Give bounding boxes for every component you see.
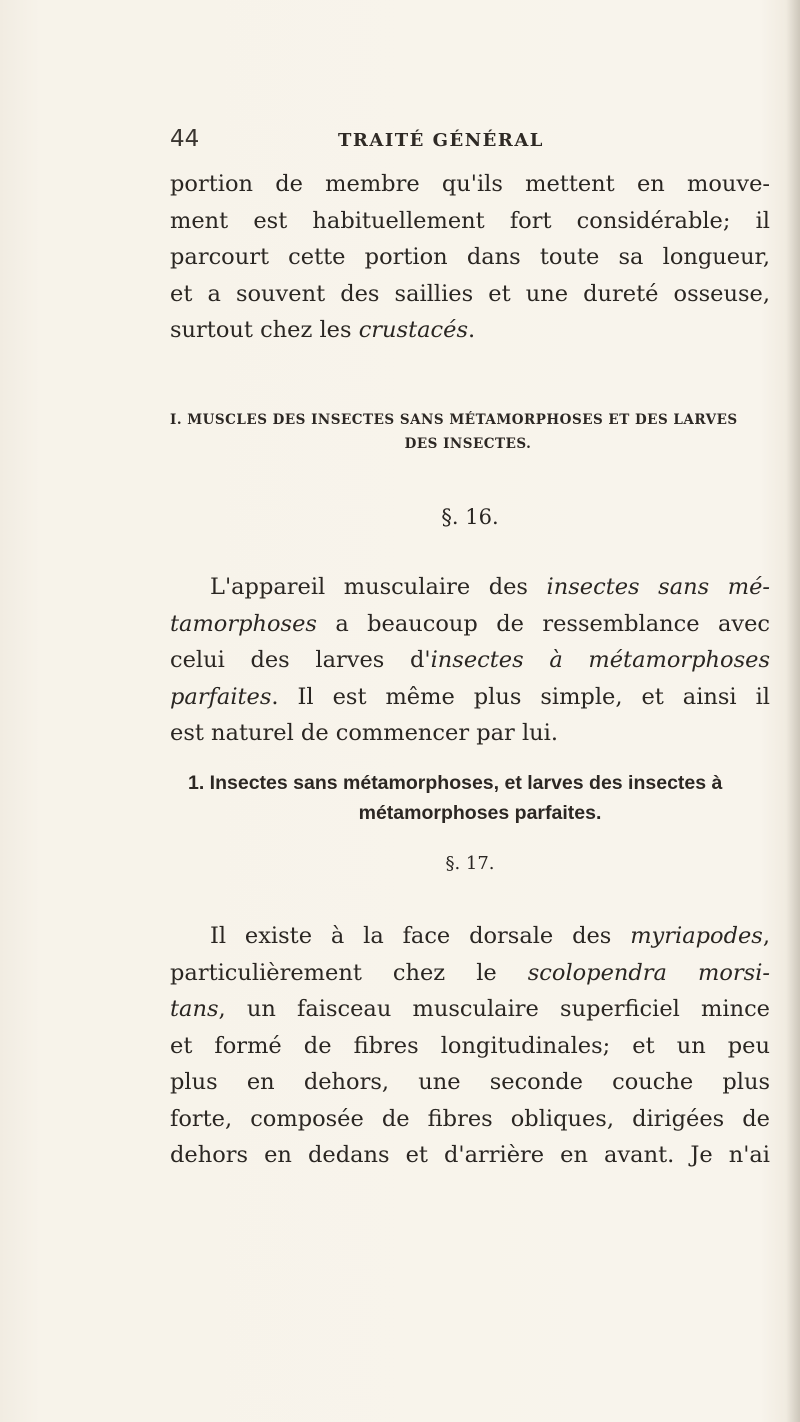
italic-term: insectes à métamorphoses [430,647,770,673]
running-title: TRAITÉ GÉNÉRAL [338,130,544,151]
text-run: . Il est même plus simple, et ainsi il [271,683,770,710]
paragraph-1-line: ment est habituellement fort considérable; il [170,207,770,234]
running-head [170,122,730,162]
paragraph-3 [170,918,770,1174]
paragraph-3-line: dehors en dedans et d'arrière en avant. Je n'ai [170,1142,770,1168]
text-run: , [762,923,770,949]
paragraph-3-line [170,991,770,1028]
paragraph-1-line: parcourt cette portion dans toute sa longueur, [170,244,770,270]
paragraph-mark: §. 16. [441,505,499,529]
subsection-heading [170,768,770,828]
paragraph-2-line [170,606,770,643]
paragraph-3-line [170,955,770,992]
page-number: 44 [170,126,200,152]
section-heading [170,408,766,456]
text-run: surtout chez les [170,317,359,343]
subsection-heading-line: métamorphoses parfaites. [358,802,602,824]
paragraph-3-line [170,918,770,955]
paragraph-2-line [170,569,770,606]
paragraph-mark: §. 17. [445,853,495,874]
paragraph-1 [170,166,770,349]
paragraph-3-line: forte, composée de fibres obliques, dirigées de [170,1105,770,1132]
paragraph-1-line: portion de membre qu'ils mettent en mouve- [170,171,770,197]
italic-term: tamorphoses [170,610,317,637]
text-run: , un faisceau musculaire superficiel mince [218,996,770,1022]
page-edge-shadow [786,0,800,1422]
paragraph-1-line: et a souvent des saillies et une dureté osseuse, [170,280,770,307]
section-heading-line: DES INSECTES. [404,436,532,452]
paragraph-3-line: et formé de fibres longitudinales; et un peu [170,1032,770,1059]
paragraph-2-line [170,679,770,716]
section-heading-line: I. MUSCLES DES INSECTES SANS MÉTAMORPHOSES ET DES LARVES [170,412,738,428]
text-run: . [468,317,476,343]
paragraph-2-line: est naturel de commencer par lui. [170,720,558,746]
paragraph-3-line: plus en dehors, une seconde couche plus [170,1069,770,1095]
italic-term: crustacés [358,317,469,343]
italic-term: parfaites [170,683,272,710]
text-run: a beaucoup de ressemblance avec [316,610,770,637]
italic-term: scolopendra morsi- [527,959,770,986]
italic-term: myriapodes [630,923,763,949]
italic-term: insectes sans mé- [546,574,770,600]
italic-term: tans [170,996,219,1022]
subsection-heading-line: 1. Insectes sans métamorphoses, et larves des insectes à [188,772,723,794]
text-run: celui des larves d' [170,647,431,673]
text-run: Il existe à la face dorsale des [210,923,631,949]
text-run: L'appareil musculaire des [210,574,547,600]
paragraph-2 [170,569,770,752]
paragraph-2-line [170,642,770,679]
text-run: particulièrement chez le [170,959,528,986]
paragraph-1-last-line [170,312,770,349]
